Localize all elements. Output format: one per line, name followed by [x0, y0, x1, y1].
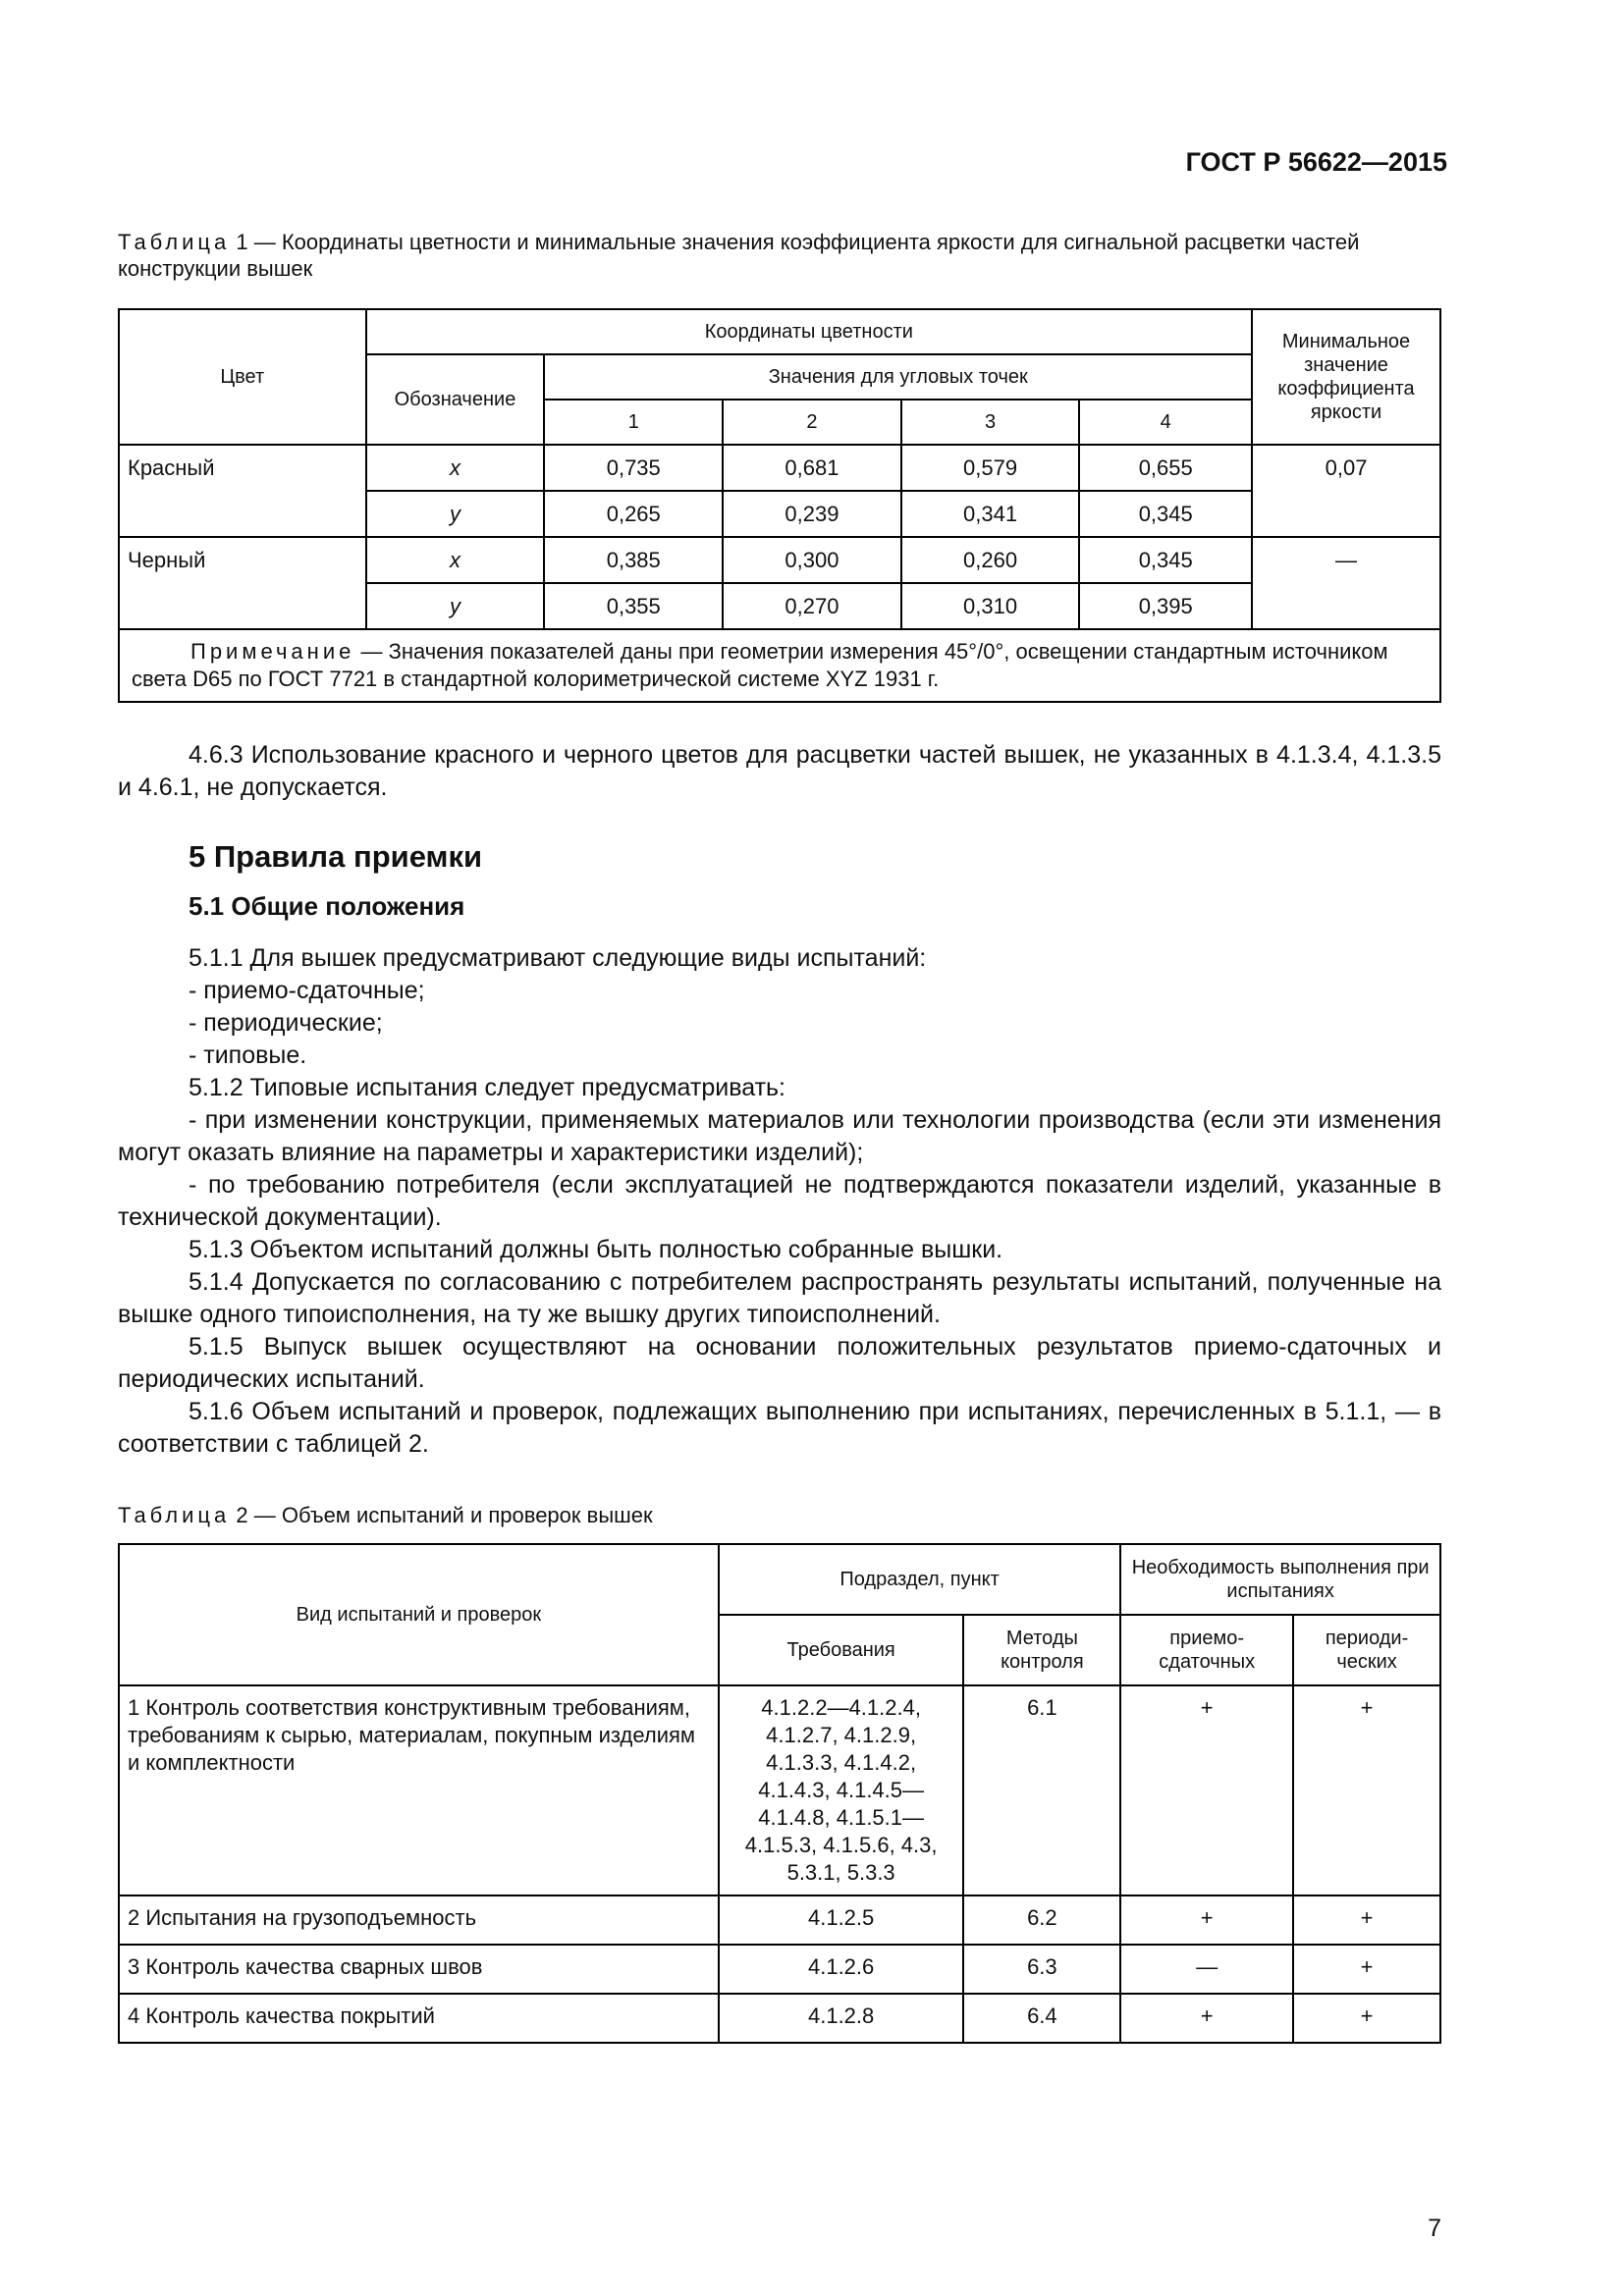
value-cell: 0,681	[723, 445, 901, 491]
header-color: Цвет	[119, 309, 366, 445]
paragraph-5-1-1: 5.1.1 Для вышек предусматривают следующие виды испытаний:	[189, 944, 927, 972]
methods-cell: 6.2	[963, 1896, 1120, 1945]
table-row	[119, 1896, 1440, 1945]
document-code: ГОСТ Р 56622—2015	[1185, 147, 1447, 177]
value-cell: 0,385	[544, 537, 723, 583]
paragraph-5-1-5: 5.1.5 Выпуск вышек осуществляют на основании положительных результатов приемо-сдаточных и периодических испытаний.	[118, 1333, 1441, 1393]
table1-caption	[118, 229, 1441, 282]
methods-cell: 6.4	[963, 1994, 1120, 2043]
header-subsection: Подраздел, пункт	[719, 1544, 1120, 1615]
kind-cell: 4 Контроль качества покрытий	[119, 1994, 719, 2043]
requirements-cell: 4.1.2.6	[719, 1945, 964, 1994]
table1-caption-prefix: Таблица	[118, 230, 231, 254]
value-cell: 0,579	[901, 445, 1080, 491]
section-5-body	[118, 942, 1441, 1461]
table-row	[119, 445, 1440, 491]
requirements-cell: 4.1.2.5	[719, 1896, 964, 1945]
header-col-2: 2	[723, 400, 901, 445]
value-cell: 0,310	[901, 583, 1080, 629]
periodic-cell: +	[1293, 1994, 1440, 2043]
value-cell: 0,341	[901, 491, 1080, 537]
min-luminance-cell: 0,07	[1252, 445, 1440, 537]
table-row	[119, 1994, 1440, 2043]
value-cell: 0,655	[1079, 445, 1252, 491]
list-item: - типовые.	[189, 1041, 307, 1069]
tests-table	[118, 1543, 1441, 2044]
header-kind: Вид испытаний и проверок	[119, 1544, 719, 1685]
value-cell: 0,345	[1079, 537, 1252, 583]
list-item: - по требованию потребителя (если эксплуатацией не подтверждаются показатели изделий, указанные в технической документации).	[118, 1171, 1441, 1231]
table-note	[119, 629, 1440, 702]
header-methods: Методы контроля	[963, 1615, 1120, 1685]
methods-cell: 6.3	[963, 1945, 1120, 1994]
header-col-1: 1	[544, 400, 723, 445]
header-col-3: 3	[901, 400, 1080, 445]
table1-caption-text: 1 — Координаты цветности и минимальные значения коэффициента яркости для сигнальной расцветки частей конструкции вышек	[118, 230, 1360, 281]
periodic-cell: +	[1293, 1945, 1440, 1994]
page-number: 7	[1428, 2215, 1441, 2242]
coord-cell: x	[366, 537, 545, 583]
kind-cell: 1 Контроль соответствия конструктивным требованиям, требованиям к сырью, материалам, покупным изделиям и комплектности	[119, 1685, 719, 1896]
coord-cell: x	[366, 445, 545, 491]
acceptance-cell: +	[1120, 1896, 1293, 1945]
header-min-luminance: Минимальное значение коэффициента яркости	[1252, 309, 1440, 445]
table2-caption	[118, 1502, 1441, 1528]
paragraph-5-1-4: 5.1.4 Допускается по согласованию с потребителем распространять результаты испытаний, полученные на вышке одного типоисполнения, на ту же вышку других типоисполнений.	[118, 1268, 1441, 1328]
color-cell: Черный	[119, 537, 366, 629]
subsection-title: 5.1 Общие положения	[189, 891, 465, 921]
header-col-4: 4	[1079, 400, 1252, 445]
paragraph-5-1-6: 5.1.6 Объем испытаний и проверок, подлежащих выполнению при испытаниях, перечисленных в 5.1.1, — в соответствии с таблицей 2.	[118, 1398, 1441, 1458]
list-item: - периодические;	[189, 1009, 383, 1037]
value-cell: 0,355	[544, 583, 723, 629]
value-cell: 0,395	[1079, 583, 1252, 629]
table-row	[119, 1945, 1440, 1994]
acceptance-cell: +	[1120, 1994, 1293, 2043]
note-text: — Значения показателей даны при геометрии измерения 45°/0°, освещении стандартным источником света D65 по ГОСТ 7721 в стандартной колориметрической системе XYZ 1931 г.	[132, 639, 1388, 691]
header-acceptance: приемо-сдаточных	[1120, 1615, 1293, 1685]
coord-cell: y	[366, 583, 545, 629]
value-cell: 0,735	[544, 445, 723, 491]
periodic-cell: +	[1293, 1685, 1440, 1896]
list-item: - при изменении конструкции, применяемых материалов или технологии производства (если эти изменения могут оказать влияние на параметры и характеристики изделий);	[118, 1106, 1441, 1166]
table-row	[119, 1685, 1440, 1896]
note-prefix: Примечание	[190, 639, 355, 664]
header-corner-values: Значения для угловых точек	[544, 354, 1252, 400]
value-cell: 0,260	[901, 537, 1080, 583]
list-item: - приемо-сдаточные;	[189, 977, 425, 1004]
header-coords: Координаты цветности	[366, 309, 1253, 354]
chromaticity-table	[118, 308, 1441, 703]
min-luminance-cell: —	[1252, 537, 1440, 629]
kind-cell: 2 Испытания на грузоподъемность	[119, 1896, 719, 1945]
value-cell: 0,239	[723, 491, 901, 537]
value-cell: 0,265	[544, 491, 723, 537]
acceptance-cell: +	[1120, 1685, 1293, 1896]
header-periodic: периоди-ческих	[1293, 1615, 1440, 1685]
paragraph-5-1-3: 5.1.3 Объектом испытаний должны быть полностью собранные вышки.	[189, 1236, 1003, 1263]
value-cell: 0,345	[1079, 491, 1252, 537]
requirements-cell: 4.1.2.8	[719, 1994, 964, 2043]
methods-cell: 6.1	[963, 1685, 1120, 1896]
header-requirements: Требования	[719, 1615, 964, 1685]
requirements-cell: 4.1.2.2—4.1.2.4, 4.1.2.7, 4.1.2.9, 4.1.3.3, 4.1.4.2, 4.1.4.3, 4.1.4.5—4.1.4.8, 4.1.5.1—4.1.5.3, 4.1.5.6, 4.3, 5.3.1, 5.3.3	[719, 1685, 964, 1896]
paragraph-5-1-2: 5.1.2 Типовые испытания следует предусматривать:	[189, 1074, 785, 1101]
periodic-cell: +	[1293, 1896, 1440, 1945]
paragraph-block	[118, 739, 1441, 804]
header-necessity: Необходимость выполнения при испытаниях	[1120, 1544, 1440, 1615]
coord-cell: y	[366, 491, 545, 537]
value-cell: 0,300	[723, 537, 901, 583]
table2-caption-text: 2 — Объем испытаний и проверок вышек	[230, 1503, 653, 1527]
paragraph-4-6-3: 4.6.3 Использование красного и черного цветов для расцветки частей вышек, не указанных в 4.1.3.4, 4.1.3.5 и 4.6.1, не допускается.	[118, 741, 1441, 801]
section-title: 5 Правила приемки	[189, 839, 483, 874]
kind-cell: 3 Контроль качества сварных швов	[119, 1945, 719, 1994]
value-cell: 0,270	[723, 583, 901, 629]
acceptance-cell: —	[1120, 1945, 1293, 1994]
table2-caption-prefix: Таблица	[118, 1503, 231, 1527]
table-row	[119, 537, 1440, 583]
header-designation: Обозначение	[366, 354, 545, 445]
color-cell: Красный	[119, 445, 366, 537]
